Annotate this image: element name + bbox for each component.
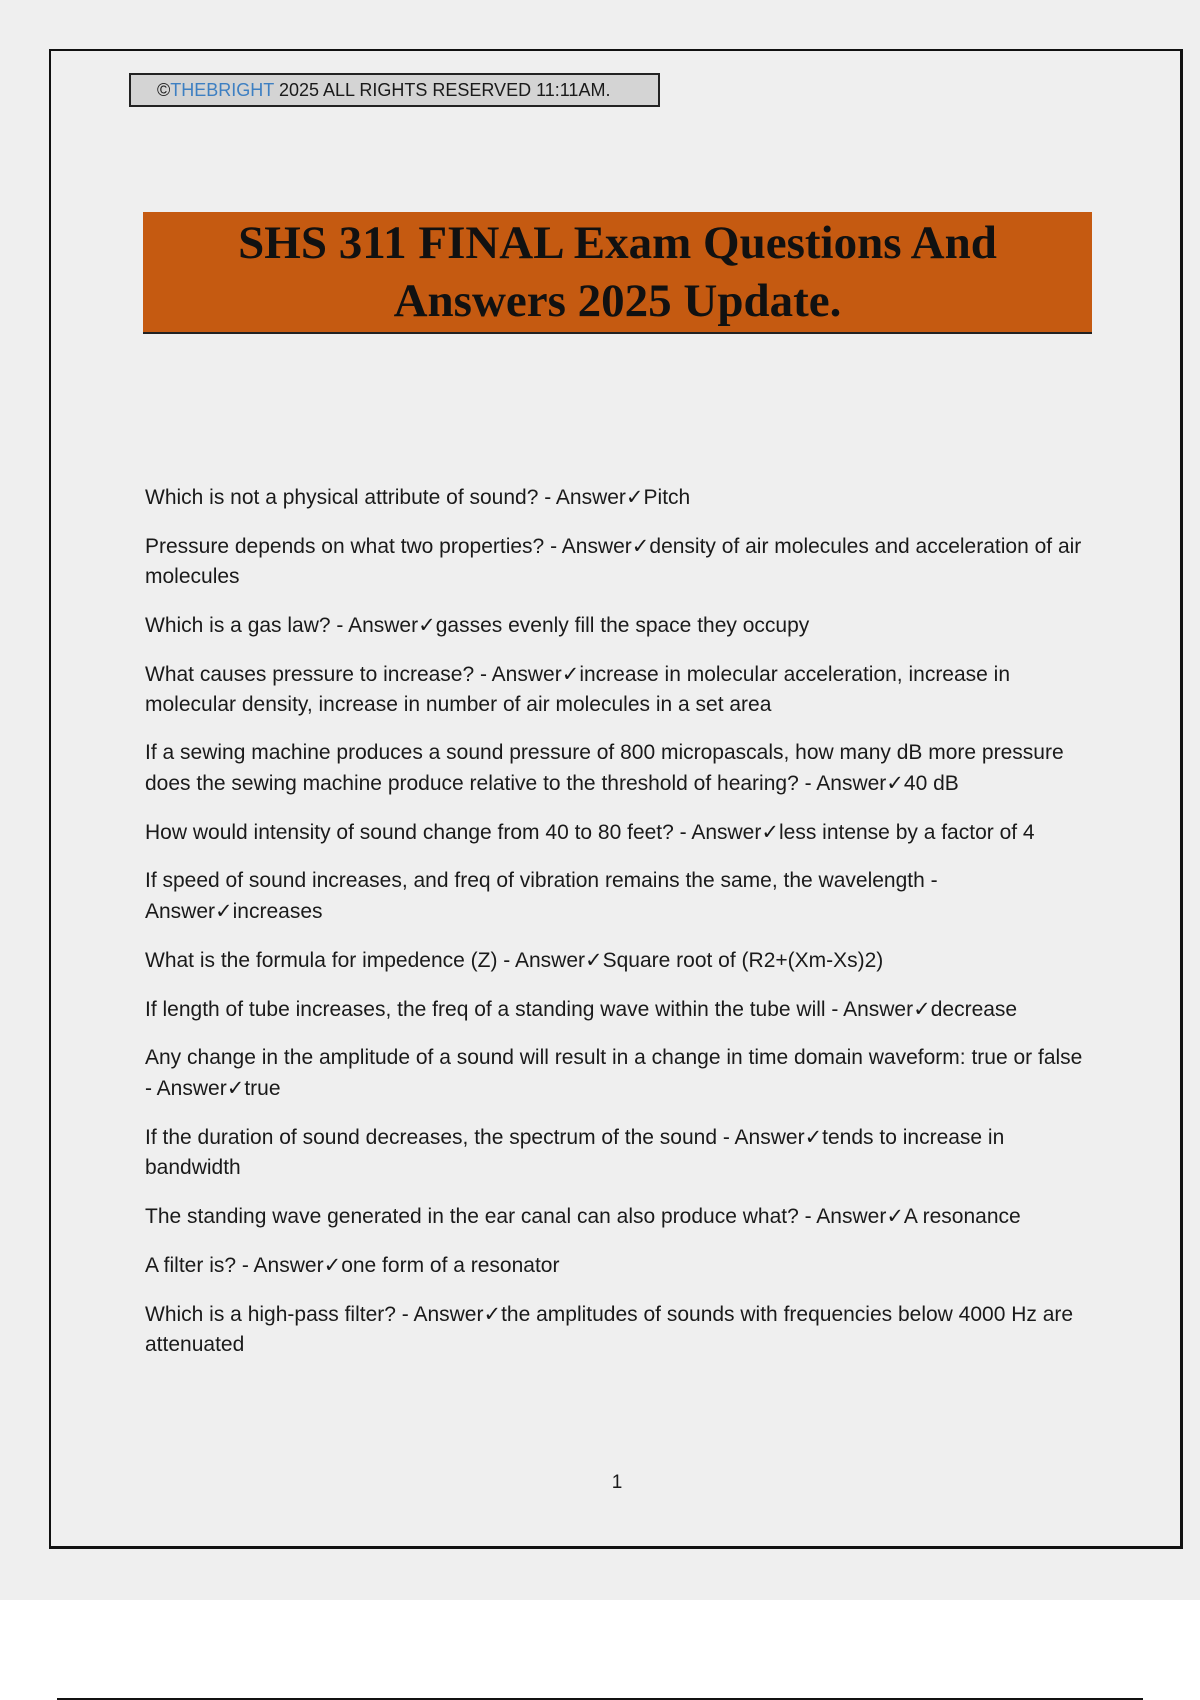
question-text: If speed of sound increases, and freq of vibration remains the same, the wavelength xyxy=(145,869,925,892)
answer-text: tends to increase in bandwidth xyxy=(145,1126,1005,1179)
question-text: Which is not a physical attribute of sound? xyxy=(145,486,539,509)
qa-item xyxy=(145,866,1095,927)
answer-text: Square root of (R2+(Xm-Xs)2) xyxy=(602,949,884,972)
checkmark-icon: ✓ xyxy=(886,1204,904,1228)
answer-text: increases xyxy=(232,900,323,923)
answer-label: - Answer xyxy=(395,1303,484,1326)
qa-item xyxy=(145,1043,1095,1104)
checkmark-icon: ✓ xyxy=(483,1302,502,1326)
answer-label: - Answer xyxy=(497,949,585,972)
qa-item xyxy=(145,945,1095,976)
question-text: Which is a high-pass filter? xyxy=(145,1303,396,1326)
answer-label: - Answer xyxy=(798,772,887,795)
question-text: What is the formula for impedence (Z) xyxy=(145,949,498,972)
answer-text: true xyxy=(244,1077,281,1100)
question-text: Pressure depends on what two properties? xyxy=(145,535,545,558)
qa-item xyxy=(145,1122,1095,1183)
question-text: If length of tube increases, the freq of a standing wave within the tube will xyxy=(145,998,826,1021)
checkmark-icon: ✓ xyxy=(886,771,904,795)
answer-text: density of air molecules and acceleration of air molecules xyxy=(145,535,1082,588)
title-banner xyxy=(143,212,1092,334)
answer-text: less intense by a factor of 4 xyxy=(778,821,1035,844)
answer-label: - Answer xyxy=(544,535,632,558)
qa-item xyxy=(145,738,1095,799)
copyright-brand: THEBRIGHT xyxy=(170,80,274,100)
page-title-line-1: SHS 311 FINAL Exam Questions And xyxy=(238,217,997,269)
qa-item xyxy=(145,1201,1095,1232)
answer-label: - Answer xyxy=(330,614,419,637)
answer-label: - Answer xyxy=(673,821,762,844)
page-number: 1 xyxy=(611,1472,623,1493)
answer-label: - Answer xyxy=(474,663,562,686)
qa-item xyxy=(145,1299,1095,1360)
copyright-text: 2025 ALL RIGHTS RESERVED 11:11AM. xyxy=(273,80,611,100)
question-text: If a sewing machine produces a sound pressure of 800 micropascals, how many dB more pressure does the sewing machine produce relative to the threshold of hearing? xyxy=(145,741,1064,795)
answer-text: Pitch xyxy=(643,486,691,509)
question-text: How would intensity of sound change from 40 to 80 feet? xyxy=(145,821,674,844)
question-text: Which is a gas law? xyxy=(145,614,331,637)
answer-text: gasses evenly fill the space they occupy xyxy=(435,614,810,637)
checkmark-icon: ✓ xyxy=(913,997,931,1021)
question-text: Any change in the amplitude of a sound will result in a change in time domain waveform: true or false xyxy=(145,1046,1083,1069)
checkmark-icon: ✓ xyxy=(418,613,436,637)
checkmark-icon: ✓ xyxy=(585,948,603,972)
qa-item xyxy=(145,659,1095,720)
checkmark-icon: ✓ xyxy=(631,534,650,558)
answer-text: A resonance xyxy=(903,1205,1021,1228)
checkmark-icon: ✓ xyxy=(804,1125,823,1149)
qa-list xyxy=(145,482,1095,1378)
question-text: What causes pressure to increase? xyxy=(145,663,475,686)
page-title-line-2: Answers 2025 Update. xyxy=(393,275,842,327)
answer-label: - Answer xyxy=(538,486,626,509)
checkmark-icon: ✓ xyxy=(323,1253,342,1277)
copyright-symbol: © xyxy=(157,80,171,100)
qa-item xyxy=(145,1250,1095,1281)
page-title xyxy=(238,214,997,330)
qa-item xyxy=(145,994,1095,1025)
answer-text: decrease xyxy=(930,998,1018,1021)
checkmark-icon: ✓ xyxy=(561,662,580,686)
answer-text: one form of a resonator xyxy=(341,1254,560,1277)
answer-label: - Answer xyxy=(798,1205,887,1228)
answer-text: 40 dB xyxy=(903,772,959,795)
answer-label: - Answer xyxy=(825,998,914,1021)
qa-item xyxy=(145,482,1095,513)
answer-label: - Answer xyxy=(145,1077,227,1100)
question-text: If the duration of sound decreases, the spectrum of the sound xyxy=(145,1126,718,1149)
answer-label: - Answer xyxy=(236,1254,324,1277)
answer-label: - Answer xyxy=(145,869,938,923)
qa-item xyxy=(145,531,1095,592)
checkmark-icon: ✓ xyxy=(215,899,233,923)
qa-item xyxy=(145,817,1095,848)
question-text: The standing wave generated in the ear canal can also produce what? xyxy=(145,1205,799,1228)
answer-text: increase in molecular acceleration, increase in molecular density, increase in number of air molecules in a set area xyxy=(145,663,1011,716)
checkmark-icon: ✓ xyxy=(761,820,779,844)
checkmark-icon: ✓ xyxy=(226,1076,245,1100)
qa-item xyxy=(145,610,1095,641)
answer-text: the amplitudes of sounds with frequencies below 4000 Hz are attenuated xyxy=(145,1303,1074,1356)
checkmark-icon: ✓ xyxy=(625,485,644,509)
question-text: A filter is? xyxy=(145,1254,237,1277)
copyright-notice xyxy=(129,73,660,107)
answer-label: - Answer xyxy=(717,1126,805,1149)
